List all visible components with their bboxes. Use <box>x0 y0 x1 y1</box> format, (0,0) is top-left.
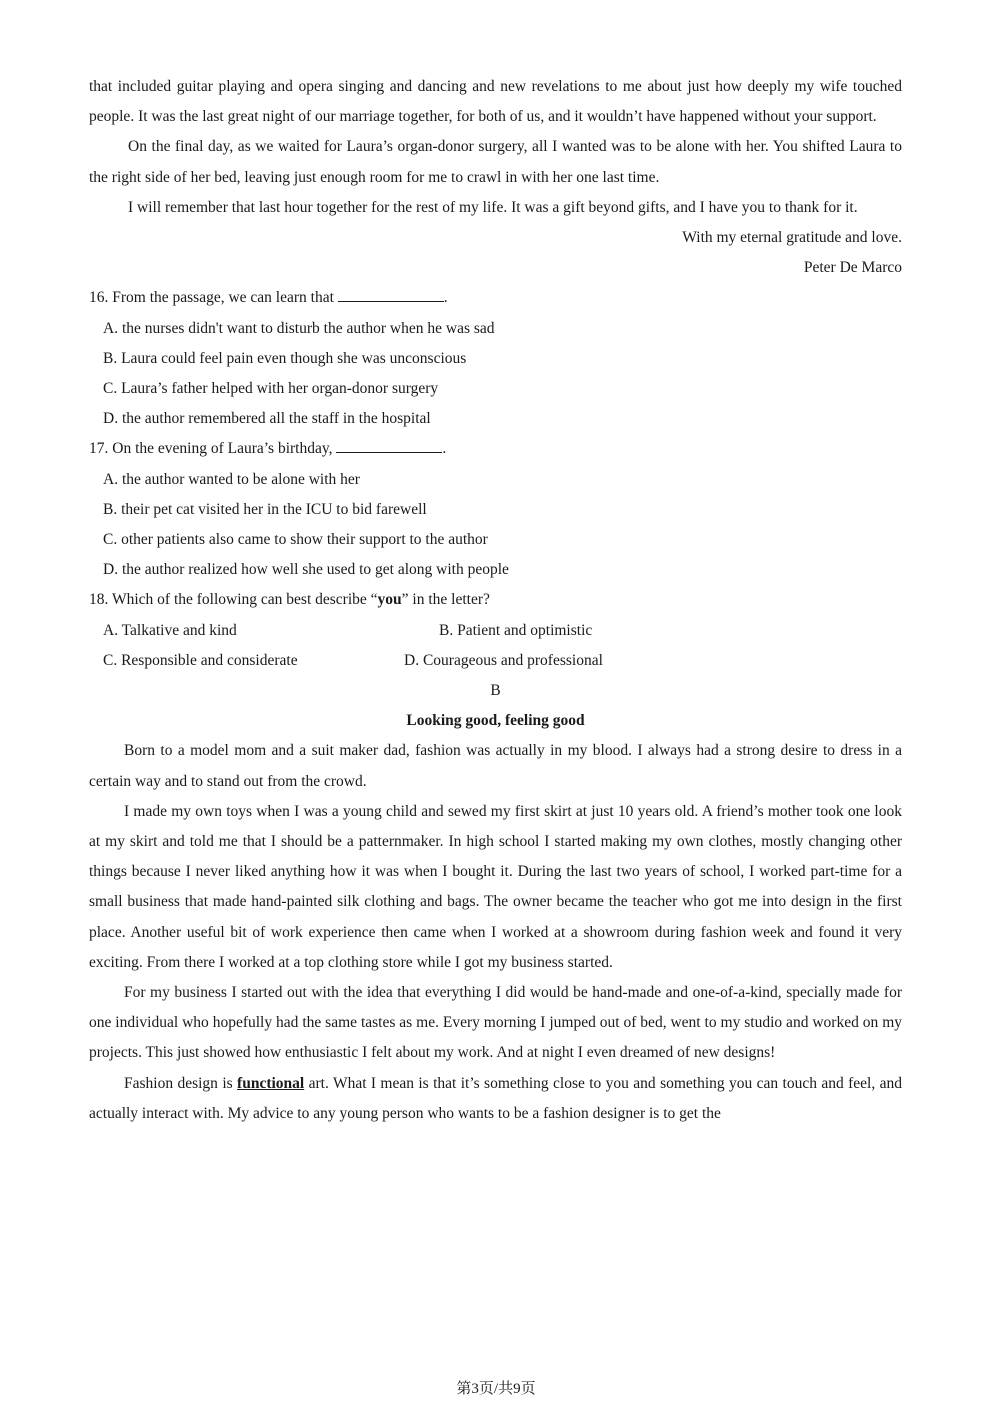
answer-blank <box>338 287 444 302</box>
paragraph-text-start: Fashion design is <box>124 1074 238 1092</box>
stem-text: 18. Which of the following can best describe “ <box>89 591 378 609</box>
option-b: B. Patient and optimistic <box>439 621 593 639</box>
letter-paragraph-2: On the final day, as we waited for Laura’s organ-donor surgery, all I wanted was to be alone with her. You shifted Laura to the right side of her bed, leaving just enough room for me to crawl in with her one last time. <box>89 138 902 186</box>
stem-end: ” in the letter? <box>401 591 490 609</box>
stem-end: . <box>442 440 447 458</box>
letter-closing: With my eternal gratitude and love. <box>682 229 902 247</box>
answer-blank <box>336 438 442 453</box>
option-d: D. the author remembered all the staff in the hospital <box>103 410 431 428</box>
letter-paragraph-3: I will remember that last hour together for the rest of my life. It was a gift beyond gifts, and I have you to thank for it. <box>128 198 858 216</box>
question-17 <box>89 434 902 585</box>
section-b-paragraph-4 <box>89 1069 902 1129</box>
option-d: D. Courageous and professional <box>404 651 603 669</box>
options-row-2 <box>89 646 902 676</box>
question-18 <box>89 585 902 676</box>
option-c: C. Laura’s father helped with her organ-donor surgery <box>103 380 439 398</box>
option-c: C. other patients also came to show their support to the author <box>103 531 488 549</box>
section-b-paragraph-2: I made my own toys when I was a young child and sewed my first skirt at just 10 years old. A friend’s mother took one look at my skirt and told me that I should be a patternmaker. In high school I started making my own clothes, mostly changing other things because I never liked anything how it was when I bought it. During the last two years of school, I worked part-time for a small business that made hand-painted silk clothing and bags. The owner became the teacher who got me into design in the first place. Another useful bit of work experience then came when I worked at a showroom during fashion week and found it very exciting. From there I worked at a top clothing store while I got my business started. <box>89 802 902 971</box>
section-b-paragraph-3: For my business I started out with the idea that everything I did would be hand-made and one-of-a-kind, specially made for one individual who hopefully had the same tastes as me. Every morning I jumped out of bed, went to my studio and worked on my projects. This just showed how enthusiastic I felt about my work. And at night I even dreamed of new designs! <box>89 984 902 1062</box>
option-c: C. Responsible and considerate <box>103 651 298 669</box>
option-d: D. the author realized how well she used to get along with people <box>103 561 509 579</box>
section-title: Looking good, feeling good <box>406 712 585 730</box>
option-b: B. their pet cat visited her in the ICU to bid farewell <box>103 500 427 518</box>
stem-text: 16. From the passage, we can learn that <box>89 289 338 307</box>
question-stem <box>89 585 902 615</box>
stem-text: 17. On the evening of Laura’s birthday, <box>89 440 337 458</box>
stem-bold-word: you <box>377 591 402 609</box>
option-a: A. Talkative and kind <box>103 621 237 639</box>
letter-signature: Peter De Marco <box>803 259 902 277</box>
page-content <box>89 72 902 1129</box>
options-row-1 <box>89 616 902 646</box>
question-16 <box>89 283 902 434</box>
option-b: B. Laura could feel pain even though she was unconscious <box>103 349 467 367</box>
question-stem <box>89 434 902 464</box>
option-a: A. the nurses didn't want to disturb the author when he was sad <box>103 319 495 337</box>
option-a: A. the author wanted to be alone with her <box>103 470 360 488</box>
stem-end: . <box>443 289 448 307</box>
page-number-footer: 第3页/共9页 <box>456 1381 536 1397</box>
section-label: B <box>490 682 501 700</box>
section-b-paragraph-1: Born to a model mom and a suit maker dad, fashion was actually in my blood. I always had a strong desire to dress in a certain way and to stand out from the crowd. <box>89 742 902 790</box>
paragraph-text-end: art. What I mean is that it’s something close to you and something you can touch and feel, and actually interact with. My advice to any young person who wants to be a fashion designer is to get the <box>89 1074 902 1122</box>
underlined-keyword: functional <box>237 1074 305 1092</box>
question-stem <box>89 283 902 313</box>
letter-paragraph-1: that included guitar playing and opera singing and dancing and new revelations to me about just how deeply my wife touched people. It was the last great night of our marriage together, for both of us, and it wouldn’t have happened without your support. <box>89 78 902 126</box>
